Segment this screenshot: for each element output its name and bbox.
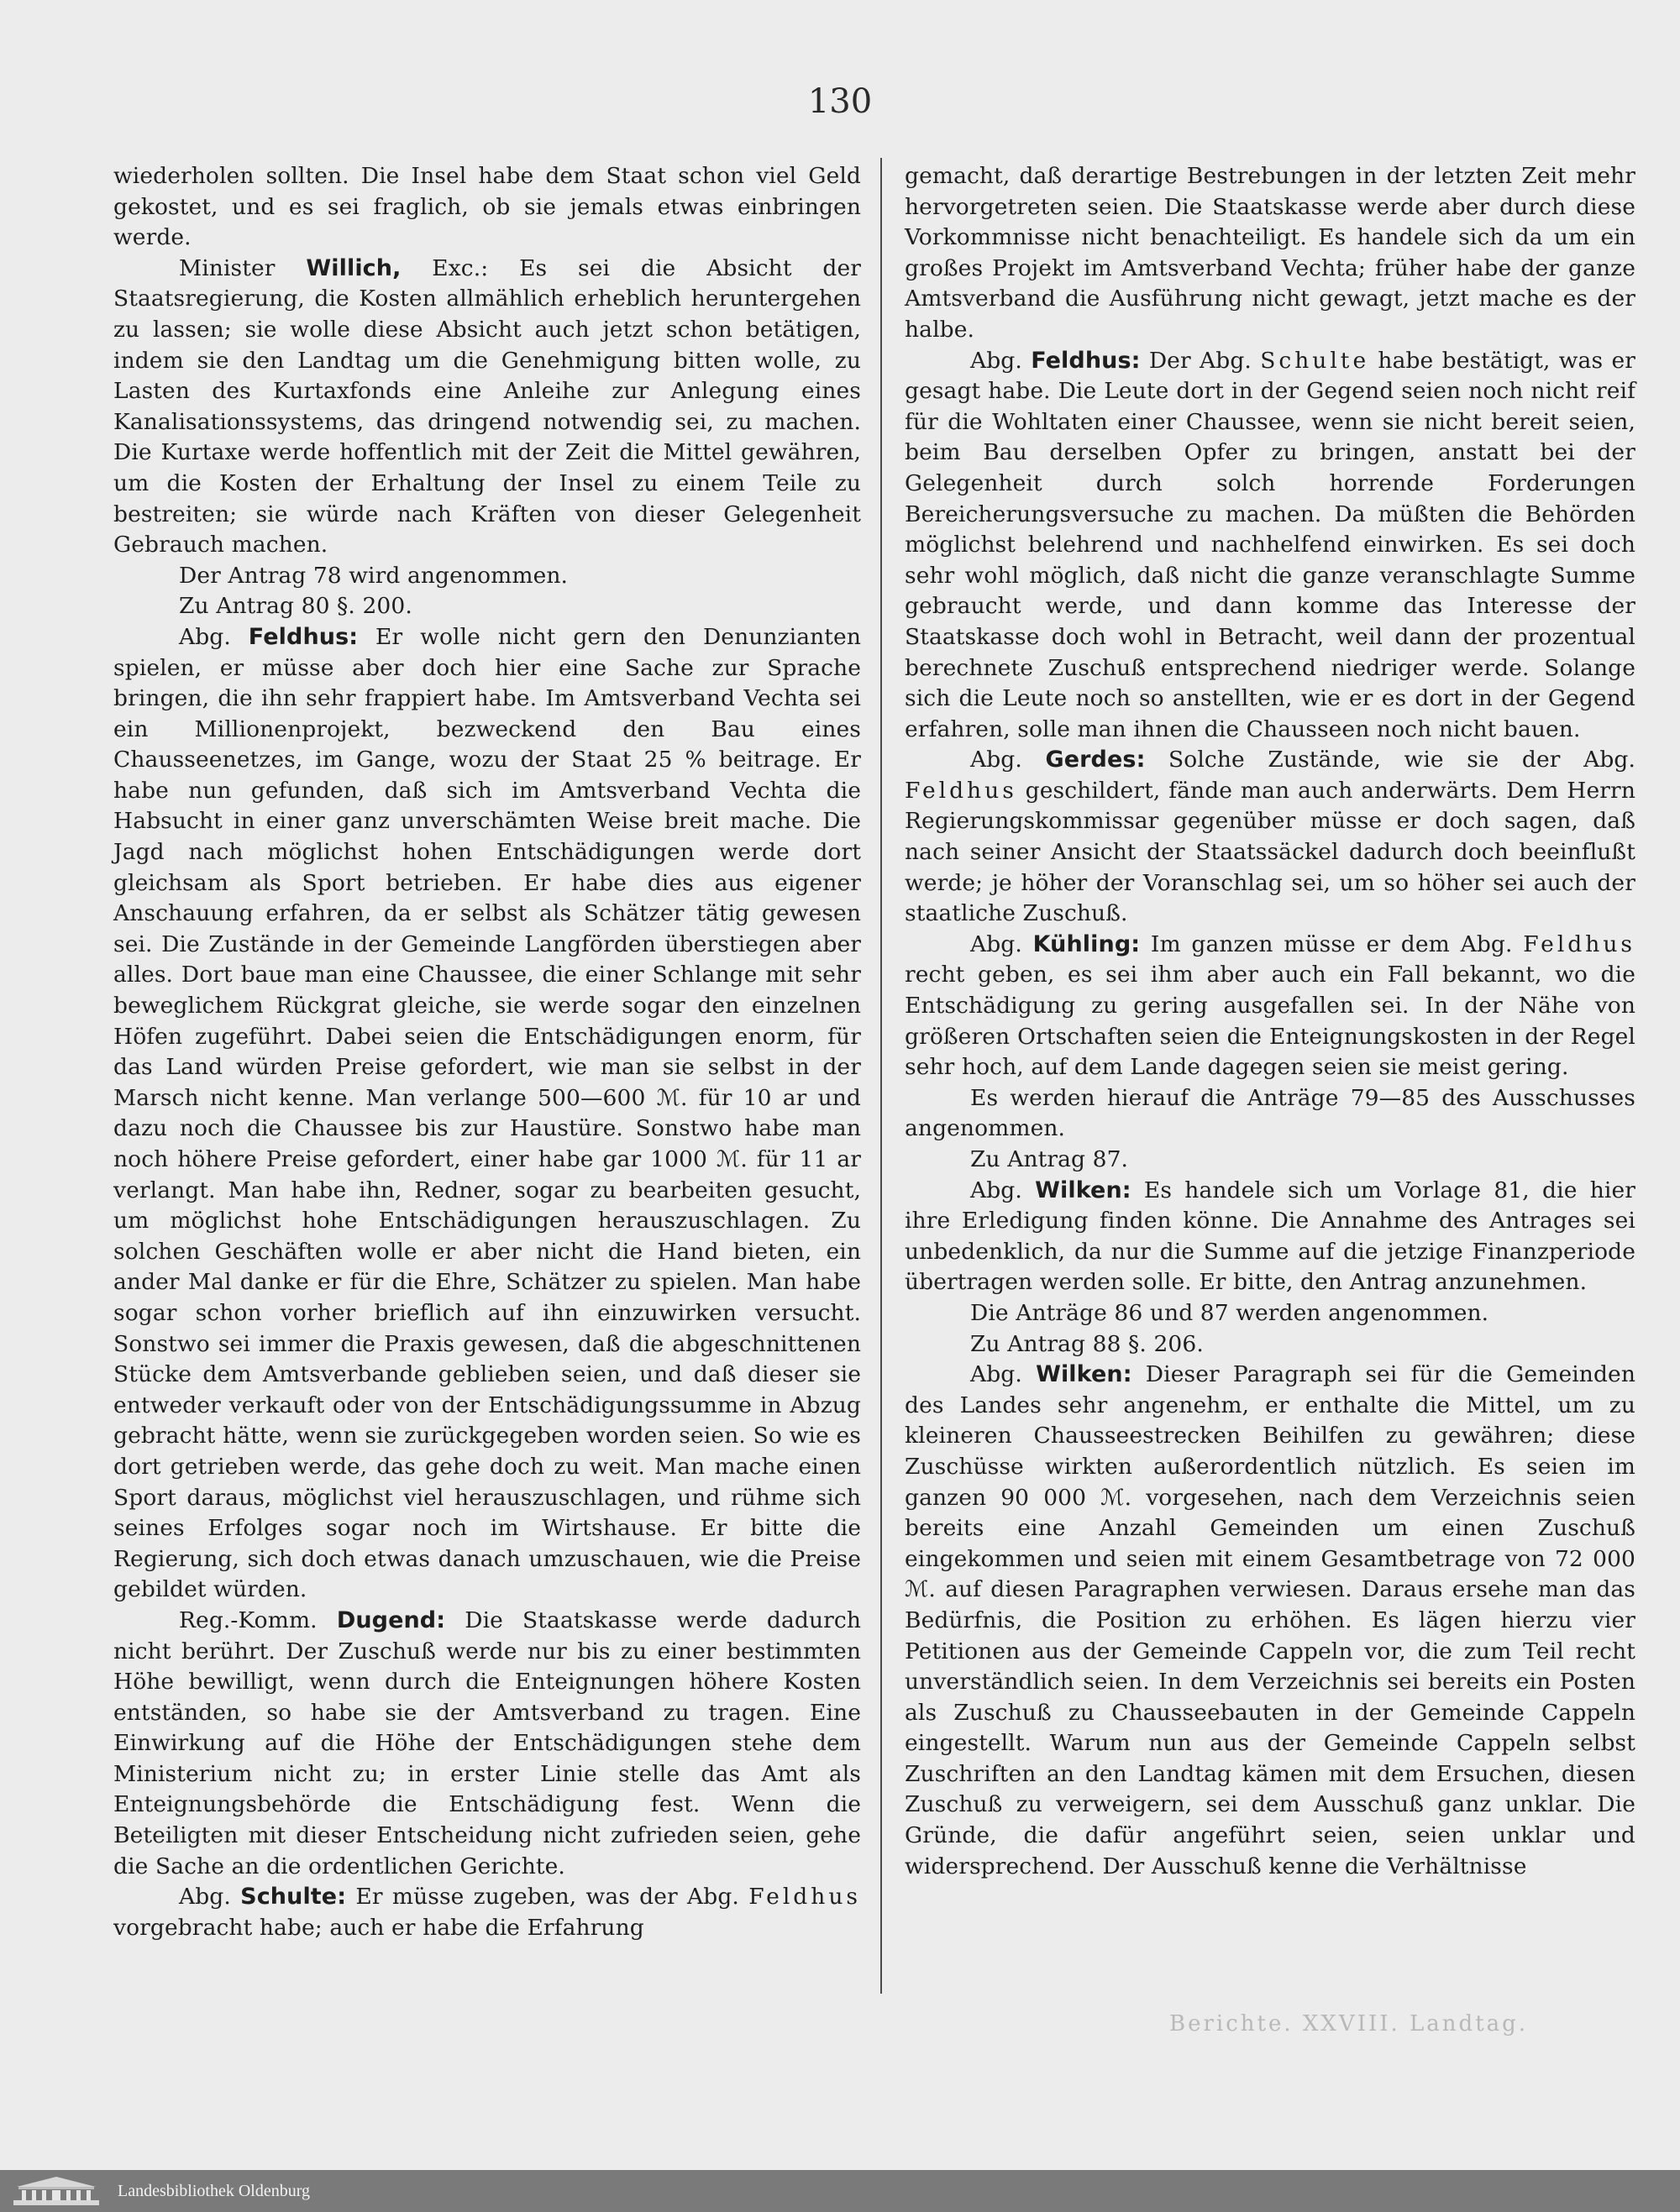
speaker-name: Feldhus: xyxy=(1031,347,1141,374)
library-footer-bar xyxy=(0,2170,1680,2212)
paragraph-text: recht geben, es sei ihm aber auch ein Fall bekannt, wo die Entschädigung zu gering ausgefallen sei. In der Nähe von größeren Ortschaften seien die Enteignungskosten in der Regel sehr hoch, auf dem Lande dagegen seien sie meist gering. xyxy=(905,962,1635,1081)
paragraph xyxy=(113,1882,861,1943)
left-text-column xyxy=(113,161,861,1943)
speaker-name: Dugend: xyxy=(336,1607,446,1633)
paragraph-text: Der Abg. xyxy=(1140,347,1261,374)
paragraph xyxy=(113,1606,861,1882)
speaker-name: Wilken: xyxy=(1035,1177,1131,1203)
paragraph-text: Die Staatskasse werde dadurch nicht berührt. Der Zuschuß werde nur bis zu einer bestimmten Höhe bewilligt, wenn durch die Enteignungen höhere Kosten entständen, so habe sie der Amtsverband zu tragen. Eine Einwirkung auf die Höhe der Entschädigungen stehe dem Ministerium nicht zu; in erster Linie stelle das Amt als Enteignungsbehörde die Entschädigung fest. Wenn die Beteiligten mit dieser Entscheidung nicht zufrieden seien, gehe die Sache an die ordentlichen Gerichte. xyxy=(113,1607,861,1879)
paragraph xyxy=(905,1083,1635,1145)
paragraph-text: geschildert, fände man auch anderwärts. Dem Herrn Regierungskommissar gegenüber müsse er doch sagen, daß nach seiner Ansicht der Staatssäckel dadurch doch beeinflußt werde; je höher der Voranschlag sei, um so höher sei auch der staatliche Zuschuß. xyxy=(905,777,1635,927)
paragraph-text: Abg. xyxy=(179,623,249,650)
paragraph xyxy=(905,161,1635,346)
paragraph-text: Zu Antrag 88 §. 206. xyxy=(970,1330,1204,1357)
speaker-name: Schulte: xyxy=(240,1884,347,1911)
paragraph xyxy=(905,745,1635,930)
paragraph-text: Abg. xyxy=(970,747,1046,773)
paragraph xyxy=(113,254,861,561)
footer-signature: Berichte. XXVIII. Landtag. xyxy=(1169,2011,1529,2036)
paragraph xyxy=(113,561,861,592)
paragraph-text: Zu Antrag 80 §. 200. xyxy=(179,593,412,620)
right-text-column xyxy=(905,161,1635,1882)
paragraph-text: Er wolle nicht gern den Denunzianten spielen, er müsse aber doch hier eine Sache zur Sprache bringen, die ihn sehr frappiert habe. Im Amtsverband Vechta sei ein Millionenprojekt, bezweckend den Bau eines Chausseenetzes, im Gange, wozu der Staat 25 % beitrage. Er habe nun gefunden, daß sich im Amtsverband Vechta die Habsucht in einer ganz unverschämten Weise breit mache. Die Jagd nach möglichst hohen Entschädigungen werde dort gleichsam als Sport betrieben. Er habe dies aus eigener Anschauung erfahren, da er selbst als Schätzer tätig gewesen sei. Die Zustände in der Gemeinde Langförden überstiegen aber alles. Dort baue man eine Chaussee, die einer Schlange mit sehr beweglichem Rückgrat gleiche, sie werde sogar den einzelnen Höfen zugeführt. Dabei seien die Entschädigungen enorm, für das Land würden Preise gefordert, wie man sie selbst in der Marsch nicht kenne. Man verlange 500—600 ℳ. für 10 ar und dazu noch die Chaussee bis zur Haustüre. Sonstwo habe man noch höhere Preise gefordert, einer habe gar 1000 ℳ. für 11 ar verlangt. Man habe ihn, Redner, sogar zu bearbeiten gesucht, um möglichst hohe Entschädigungen herauszuschlagen. Zu solchen Geschäften wolle er aber nicht die Hand bieten, ein ander Mal danke er für die Ehre, Schätzer zu spielen. Man habe sogar schon vorher brieflich auf ihn einzuwirken versucht. Sonstwo sei immer die Praxis gewesen, daß die abgeschnittenen Stücke dem Amtsverbande geblieben seien, und daß dieser sie entweder verkauft oder von der Entschädigungssumme in Abzug gebracht hätte, wenn sie zurückgegeben worden seien. So wie es dort getrieben werde, das gehe doch zu weit. Man mache einen Sport daraus, möglichst viel herauszuschlagen, und rühme sich seines Erfolges sogar noch im Wirtshause. Er bitte die Regierung, sich doch etwas danach umzuschauen, wie die Preise gebildet würden. xyxy=(113,623,861,1603)
paragraph-text: habe bestätigt, was er gesagt habe. Die Leute dort in der Gegend seien noch nicht reif für die Wohltaten einer Chaussee, wenn sie nicht bereit seien, beim Bau derselben Opfer zu bringen, anstatt bei der Gelegenheit durch solch horrende Forderungen Bereicherungsversuche zu machen. Da müßten die Behörden möglichst belehrend und nachhelfend einwirken. Es sei doch sehr wohl möglich, daß nicht die ganze veranschlagte Summe gebraucht werde, und dann komme das Interesse der Staatskasse doch wohl in Betracht, weil dann der prozentual berechnete Zuschuß entsprechend niedriger werde. Solange sich die Leute noch so anstellten, wie er es dort in der Gegend erfahren, solle man ihnen die Chausseen noch nicht bauen. xyxy=(905,347,1635,742)
paragraph-text: Abg. xyxy=(179,1884,241,1911)
speaker-name: Kühling: xyxy=(1032,930,1141,957)
speaker-name: Gerdes: xyxy=(1045,747,1146,773)
spaced-name: Feldhus xyxy=(748,1884,861,1911)
column-divider xyxy=(880,158,882,1994)
paragraph xyxy=(905,1329,1635,1360)
paragraph-text: Exc.: Es sei die Absicht der Staatsregierung, die Kosten allmählich erheblich heruntergehen zu lassen; sie wolle diese Absicht auch jetzt schon betätigen, indem sie den Landtag um die Genehmigung bitten wolle, zu Lasten des Kurtaxfonds eine Anleihe zur Anlegung eines Kanalisationssystems, das dringend notwendig sei, zu machen. Die Kurtaxe werde hoffentlich mit der Zeit die Mittel gewähren, um die Kosten der Erhaltung der Insel zu einem Teile zu bestreiten; sie würde nach Kräften von dieser Gelegenheit Gebrauch machen. xyxy=(113,254,862,558)
paragraph-text: Minister xyxy=(179,254,307,281)
paragraph xyxy=(113,161,861,254)
paragraph xyxy=(905,1176,1635,1298)
speaker-name: Wilken: xyxy=(1036,1361,1132,1388)
spaced-name: Schulte xyxy=(1260,347,1370,374)
paragraph xyxy=(905,1360,1635,1882)
paragraph xyxy=(113,591,861,622)
paragraph xyxy=(905,930,1635,1083)
paragraph-text: Solche Zustände, wie sie der Abg. xyxy=(1145,747,1635,773)
paragraph xyxy=(113,622,861,1606)
paragraph-text: Es werden hierauf die Anträge 79—85 des Ausschusses angenommen. xyxy=(905,1084,1635,1142)
paragraph-text: Abg. xyxy=(970,1361,1037,1388)
paragraph-text: Abg. xyxy=(970,1177,1036,1203)
speaker-name: Willich, xyxy=(306,254,402,281)
spaced-name: Feldhus xyxy=(1523,930,1635,957)
paragraph-text: Dieser Paragraph sei für die Gemeinden des Landes sehr angenehm, er enthalte die Mittel, um zu kleineren Chausseestrecken Beihilfen zu gewähren; diese Zuschüsse wirkten außerordentlich nützlich. Es seien im ganzen 90 000 ℳ. vorgesehen, nach dem Verzeichnis seien bereits eine Anzahl Gemeinden um einen Zuschuß eingekommen und seien mit einem Gesamtbetrage von 72 000 ℳ. auf diesen Paragraphen verwiesen. Daraus ersehe man das Bedürfnis, die Position zu erhöhen. Es lägen hierzu vier Petitionen aus der Gemeinde Cappeln vor, die zum Teil recht unverständlich seien. In dem Verzeichnis sei bereits ein Posten als Zuschuß zu Chausseebauten in der Gemeinde Cappeln eingestellt. Warum nun aus der Gemeinde Cappeln selbst Zuschriften an den Landtag kämen mit dem Ersuchen, diesen Zuschuß zu verweigern, sei dem Ausschuß ganz unklar. Die Gründe, die dafür angeführt seien, seien unklar und widersprechend. Der Ausschuß kenne die Verhältnisse xyxy=(905,1361,1635,1879)
page-number: 130 xyxy=(807,82,873,121)
paragraph xyxy=(905,346,1635,746)
paragraph-text: Der Antrag 78 wird angenommen. xyxy=(179,562,569,589)
paragraph-text: Abg. xyxy=(970,347,1032,374)
paragraph-text: Im ganzen müsse er dem Abg. xyxy=(1140,930,1524,957)
spaced-name: Feldhus xyxy=(905,777,1017,804)
paragraph-text: Reg.-Komm. xyxy=(179,1607,337,1633)
paragraph-text: vorgebracht habe; auch er habe die Erfahrung xyxy=(113,1914,644,1941)
speaker-name: Feldhus: xyxy=(248,623,359,650)
library-building-icon xyxy=(12,2175,101,2207)
paragraph-text: gemacht, daß derartige Bestrebungen in der letzten Zeit mehr hervorgetreten seien. Die Staatskasse werde aber durch diese Vorkommnisse nicht benachteiligt. Es handele sich da um ein großes Projekt im Amtsverband Vechta; früher habe der ganze Amtsverband die Ausführung nicht gewagt, jetzt mache es der halbe. xyxy=(905,163,1635,343)
paragraph-text: Zu Antrag 87. xyxy=(970,1146,1129,1172)
paragraph-text: Die Anträge 86 und 87 werden angenommen. xyxy=(970,1299,1489,1326)
paragraph-text: Er müsse zugeben, was der Abg. xyxy=(346,1884,749,1911)
library-name: Landesbibliothek Oldenburg xyxy=(118,2181,311,2200)
paragraph-text: Es handele sich um Vorlage 81, die hier ihre Erledigung finden könne. Die Annahme des Antrages sei unbedenklich, da nur die Summe auf die jetzige Finanzperiode übertragen werden solle. Er bitte, den Antrag anzunehmen. xyxy=(905,1177,1635,1296)
paragraph xyxy=(905,1145,1635,1176)
paragraph-text: wiederholen sollten. Die Insel habe dem Staat schon viel Geld gekostet, und es sei fraglich, ob sie jemals etwas einbringen werde. xyxy=(113,163,861,251)
paragraph xyxy=(905,1298,1635,1329)
paragraph-text: Abg. xyxy=(970,930,1033,957)
